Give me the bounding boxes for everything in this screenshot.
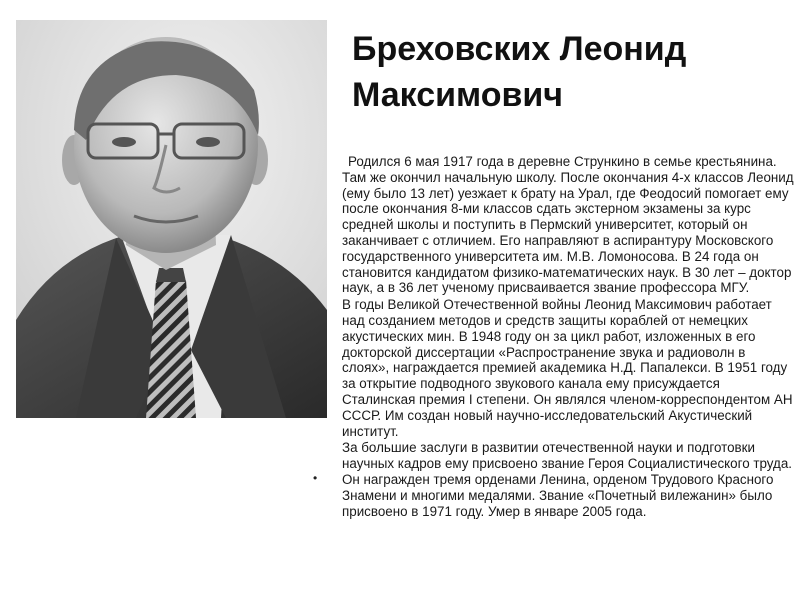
title-line-1: Бреховских Леонид (352, 30, 687, 68)
title-line-2: Максимович (352, 76, 564, 114)
portrait-photo (16, 20, 327, 418)
paragraph-awards: За большие заслуги в развитии отечественной науки и подготовки научных кадров ему присвоено звание Героя Социалистического труда. Он награжден тремя орденами Ленина, орденом Трудового Красного Знамени и многими медалями. Звание «Почетный вилежанин» было присвоено в 1971 году. Умер в январе 2005 года. (342, 440, 793, 519)
paragraph-early-life: Родился 6 мая 1917 года в деревне Стрункино в семье крестьянина. Там же окончил начальную школу. После окончания 4-х классов Леонид (ему было 13 лет) уезжает к брату на Урал, где Феодосий помогает ему после окончания 8-ми классов сдать экстерном экзамены за курс средней школы и поступить в Пермский университет, который он заканчивает с отличием. Его направляют в аспирантуру Московского государственного университета им. М.В. Ломоносова. В 24 года он становится кандидатом физико-математических наук. В 30 лет – доктор наук, а в 36 лет ученому присваивается звание профессора МГУ. (342, 154, 794, 296)
page-title (352, 26, 792, 118)
biography-text (342, 154, 794, 520)
bullet-marker: • (313, 471, 318, 485)
paragraph-war-years: В годы Великой Отечественной войны Леонид Максимович работает над созданием методов и средств защиты кораблей от немецких акустических мин. В 1948 году он за цикл работ, изложенных в его докторской диссертации «Распространение звука и радиоволн в слоях», награждается премией академика Н.Д. Папалекси. В 1951 году за открытие подводного звукового канала ему присуждается Сталинская премия I степени. Он являлся членом-корреспондентом АН СССР. Им создан новый научно-исследовательский Акустический институт. (342, 297, 793, 439)
